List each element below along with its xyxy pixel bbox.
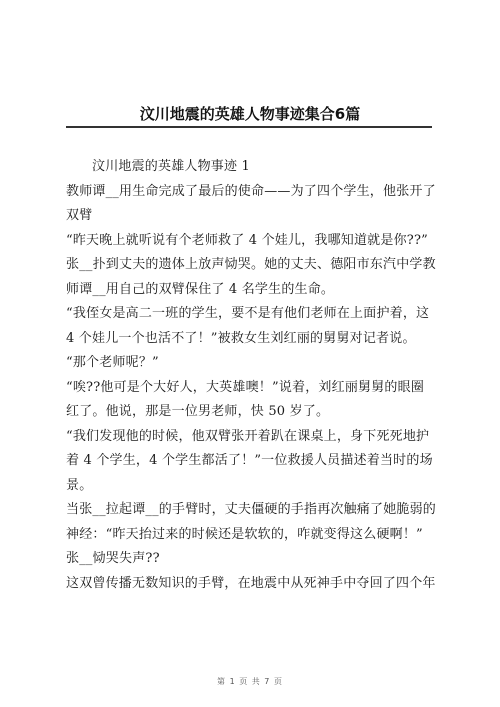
section-heading: 汶川地震的英雄人物事迹 1 (92, 159, 251, 174)
paragraph-line: “唉??他可是个大好人，大英雄噢！”说着，刘红丽舅舅的眼圈 (66, 379, 425, 395)
paragraph-line: “我侄女是高二一班的学生，要不是有他们老师在上面护着，这 (66, 306, 430, 321)
paragraph-line: 这双曾传播无数知识的手臂，在地震中从死神手中夺回了四个年 (66, 575, 436, 591)
paragraph-line: 神经：“昨天抬过来的时候还是软软的，咋就变得这么硬啊！” (66, 526, 423, 542)
paragraph-line: 着 4 个学生，4 个学生都活了！”一位救援人员描述着当时的场 (66, 453, 433, 468)
paragraph-line: 张__扑到丈夫的遗体上放声恸哭。她的丈夫、德阳市东汽中学教 (66, 257, 436, 272)
title-divider (66, 126, 432, 128)
paragraph-line: “昨天晚上就听说有个老师救了 4 个娃儿，我哪知道就是你??” (66, 232, 428, 248)
paragraph-line: “那个老师呢？” (66, 355, 159, 370)
paragraph-line: 景。 (66, 477, 93, 493)
paragraph-line: 张__恸哭失声?? (66, 551, 160, 566)
page-number-footer: 第 1 页 共 7 页 (217, 677, 283, 686)
paragraph-line: 红了。他说，那是一位男老师，快 50 岁了。 (66, 404, 330, 419)
paragraph-line: 教师谭__用生命完成了最后的使命——为了四个学生，他张开了 (66, 183, 436, 199)
document-body (66, 155, 442, 596)
paragraph-line: 双臂 (66, 208, 93, 223)
paragraph-line: 师谭__用自己的双臂保住了 4 名学生的生命。 (66, 281, 335, 297)
paragraph-line: 当张__拉起谭__的手臂时，丈夫僵硬的手指再次触痛了她脆弱的 (66, 502, 437, 517)
paragraph-line: 4 个娃儿一个也活不了！”被救女生刘红丽的舅舅对记者说。 (66, 330, 416, 346)
document-title: 汶川地震的英雄人物事迹集合6篇 (139, 105, 361, 123)
paragraph-line: “我们发现他的时候，他双臂张开着趴在课桌上，身下死死地护 (66, 428, 430, 444)
